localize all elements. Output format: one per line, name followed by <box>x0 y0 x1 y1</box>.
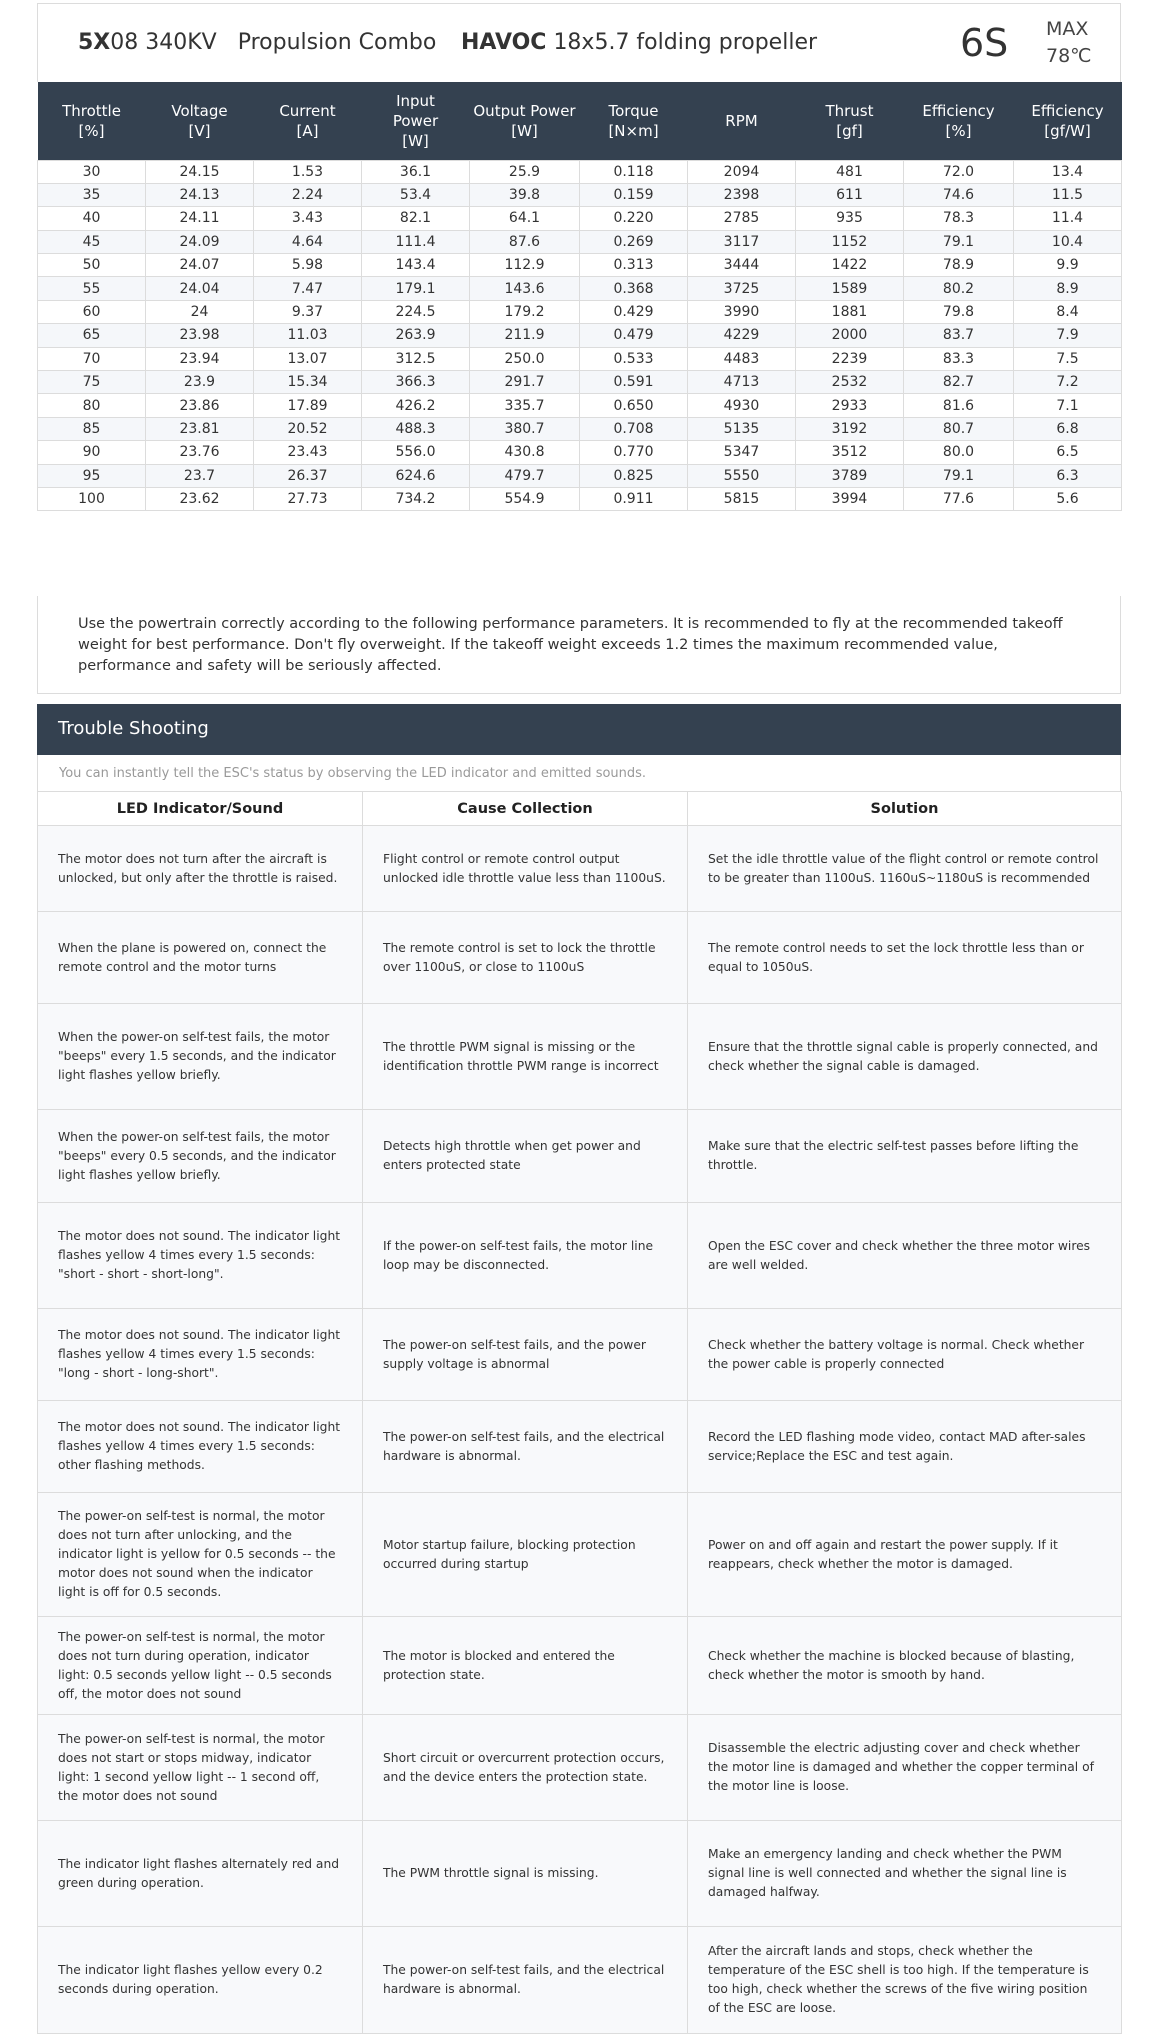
perf-cell: 7.47 <box>254 277 362 300</box>
perf-cell: 624.6 <box>362 464 470 487</box>
perf-cell: 611 <box>796 183 904 206</box>
ts-solution-cell: Check whether the battery voltage is normal. Check whether the power cable is properly connected <box>688 1309 1122 1401</box>
combo-title-bar <box>37 3 1121 82</box>
perf-cell: 80.7 <box>904 417 1014 440</box>
perf-cell: 312.5 <box>362 347 470 370</box>
perf-cell: 23.9 <box>146 371 254 394</box>
perf-cell: 224.5 <box>362 300 470 323</box>
prop-model: 18x5.7 folding propeller <box>553 30 818 55</box>
perf-cell: 39.8 <box>470 183 580 206</box>
perf-cell: 3789 <box>796 464 904 487</box>
perf-cell: 1152 <box>796 230 904 253</box>
perf-cell: 26.37 <box>254 464 362 487</box>
perf-cell: 27.73 <box>254 487 362 510</box>
perf-cell: 8.9 <box>1014 277 1122 300</box>
perf-col-header-line: Efficiency <box>922 101 995 120</box>
perf-cell: 366.3 <box>362 371 470 394</box>
perf-cell: 36.1 <box>362 160 470 183</box>
perf-cell: 263.9 <box>362 324 470 347</box>
perf-cell: 0.118 <box>580 160 688 183</box>
ts-solution-cell: After the aircraft lands and stops, check whether the temperature of the ESC shell is too high. If the temperature is too high, check whether the screws of the five wiring position of the ESC are loose. <box>688 1927 1122 2034</box>
perf-cell: 23.98 <box>146 324 254 347</box>
perf-col-header <box>904 82 1014 160</box>
perf-col-header-line: [%] <box>945 121 972 140</box>
perf-cell: 2239 <box>796 347 904 370</box>
ts-indicator-cell: The motor does not turn after the aircraft is unlocked, but only after the throttle is raised. <box>38 826 363 912</box>
perf-col-header-line: [A] <box>296 121 319 140</box>
ts-solution-cell: Make an emergency landing and check whether the PWM signal line is well connected and whether the signal line is damaged halfway. <box>688 1821 1122 1927</box>
ts-indicator-cell: The power-on self-test is normal, the motor does not turn during operation, indicator light: 0.5 seconds yellow light -- 0.5 seconds off, the motor does not sound <box>38 1617 363 1715</box>
perf-cell: 380.7 <box>470 417 580 440</box>
perf-cell: 0.313 <box>580 254 688 277</box>
ts-cause-cell: The power-on self-test fails, and the electrical hardware is abnormal. <box>363 1401 688 1493</box>
perf-row <box>38 230 1122 253</box>
perf-cell: 2398 <box>688 183 796 206</box>
ts-row <box>38 1309 1122 1401</box>
perf-cell: 2094 <box>688 160 796 183</box>
perf-row <box>38 324 1122 347</box>
battery-cells: 6S <box>960 21 1009 65</box>
perf-cell: 9.37 <box>254 300 362 323</box>
perf-cell: 2000 <box>796 324 904 347</box>
ts-row <box>38 912 1122 1004</box>
motor-model-rest: 08 340KV <box>110 30 217 55</box>
perf-col-header-line: [gf] <box>836 121 863 140</box>
perf-cell: 23.7 <box>146 464 254 487</box>
perf-cell: 3512 <box>796 441 904 464</box>
perf-cell: 24 <box>146 300 254 323</box>
perf-cell: 0.591 <box>580 371 688 394</box>
perf-cell: 87.6 <box>470 230 580 253</box>
perf-cell: 30 <box>38 160 146 183</box>
ts-solution-cell: The remote control needs to set the lock throttle less than or equal to 1050uS. <box>688 912 1122 1004</box>
perf-cell: 4930 <box>688 394 796 417</box>
ts-solution-cell: Check whether the machine is blocked because of blasting, check whether the motor is smooth by hand. <box>688 1617 1122 1715</box>
perf-cell: 112.9 <box>470 254 580 277</box>
ts-indicator-cell: When the plane is powered on, connect the remote control and the motor turns <box>38 912 363 1004</box>
perf-cell: 13.4 <box>1014 160 1122 183</box>
perf-cell: 3192 <box>796 417 904 440</box>
perf-cell: 23.62 <box>146 487 254 510</box>
ts-solution-cell: Power on and off again and restart the power supply. If it reappears, check whether the motor is damaged. <box>688 1493 1122 1617</box>
perf-row <box>38 207 1122 230</box>
perf-row <box>38 347 1122 370</box>
perf-cell: 7.2 <box>1014 371 1122 394</box>
perf-cell: 35 <box>38 183 146 206</box>
ts-indicator-cell: The indicator light flashes alternately red and green during operation. <box>38 1821 363 1927</box>
perf-cell: 6.5 <box>1014 441 1122 464</box>
ts-row <box>38 826 1122 912</box>
perf-cell: 335.7 <box>470 394 580 417</box>
perf-cell: 4483 <box>688 347 796 370</box>
perf-col-header-line: Thrust <box>825 101 874 120</box>
perf-cell: 481 <box>796 160 904 183</box>
perf-cell: 11.03 <box>254 324 362 347</box>
perf-cell: 24.07 <box>146 254 254 277</box>
perf-col-header <box>580 82 688 160</box>
perf-cell: 80.2 <box>904 277 1014 300</box>
perf-row <box>38 464 1122 487</box>
ts-solution-cell: Open the ESC cover and check whether the three motor wires are well welded. <box>688 1203 1122 1309</box>
perf-cell: 0.708 <box>580 417 688 440</box>
ts-cause-cell: The throttle PWM signal is missing or the identification throttle PWM range is incorrect <box>363 1004 688 1110</box>
perf-cell: 3994 <box>796 487 904 510</box>
perf-cell: 70 <box>38 347 146 370</box>
perf-row <box>38 277 1122 300</box>
perf-row <box>38 394 1122 417</box>
perf-cell: 83.7 <box>904 324 1014 347</box>
perf-cell: 95 <box>38 464 146 487</box>
perf-cell: 9.9 <box>1014 254 1122 277</box>
perf-cell: 25.9 <box>470 160 580 183</box>
perf-col-header <box>38 82 146 160</box>
perf-cell: 15.34 <box>254 371 362 394</box>
perf-cell: 64.1 <box>470 207 580 230</box>
perf-cell: 24.13 <box>146 183 254 206</box>
perf-cell: 179.2 <box>470 300 580 323</box>
ts-row <box>38 1617 1122 1715</box>
perf-cell: 426.2 <box>362 394 470 417</box>
perf-row <box>38 371 1122 394</box>
ts-indicator-cell: When the power-on self-test fails, the motor "beeps" every 1.5 seconds, and the indicator light flashes yellow briefly. <box>38 1004 363 1110</box>
ts-row <box>38 1004 1122 1110</box>
perf-cell: 13.07 <box>254 347 362 370</box>
perf-cell: 2785 <box>688 207 796 230</box>
perf-cell: 4229 <box>688 324 796 347</box>
perf-cell: 935 <box>796 207 904 230</box>
ts-cause-cell: The power-on self-test fails, and the power supply voltage is abnormal <box>363 1309 688 1401</box>
perf-cell: 0.479 <box>580 324 688 347</box>
perf-cell: 2.24 <box>254 183 362 206</box>
ts-col-header: Solution <box>688 792 1122 826</box>
perf-cell: 50 <box>38 254 146 277</box>
perf-cell: 1422 <box>796 254 904 277</box>
perf-col-header-line: Current <box>279 101 336 120</box>
perf-cell: 0.911 <box>580 487 688 510</box>
perf-cell: 45 <box>38 230 146 253</box>
perf-cell: 5.98 <box>254 254 362 277</box>
perf-cell: 4.64 <box>254 230 362 253</box>
perf-cell: 211.9 <box>470 324 580 347</box>
ts-indicator-cell: The power-on self-test is normal, the motor does not start or stops midway, indicator light: 1 second yellow light -- 1 second off, the motor does not sound <box>38 1715 363 1821</box>
perf-col-header-line: [V] <box>188 121 211 140</box>
perf-col-header-line: Torque <box>608 101 659 120</box>
perf-cell: 3.43 <box>254 207 362 230</box>
perf-cell: 430.8 <box>470 441 580 464</box>
perf-col-header-line: Throttle <box>62 101 121 120</box>
perf-cell: 6.8 <box>1014 417 1122 440</box>
perf-cell: 291.7 <box>470 371 580 394</box>
perf-cell: 60 <box>38 300 146 323</box>
perf-cell: 0.825 <box>580 464 688 487</box>
perf-col-header <box>362 82 470 160</box>
perf-row <box>38 183 1122 206</box>
perf-cell: 23.43 <box>254 441 362 464</box>
perf-cell: 111.4 <box>362 230 470 253</box>
perf-cell: 0.533 <box>580 347 688 370</box>
perf-col-header <box>470 82 580 160</box>
perf-cell: 24.09 <box>146 230 254 253</box>
perf-cell: 5347 <box>688 441 796 464</box>
perf-col-header <box>796 82 904 160</box>
perf-cell: 5.6 <box>1014 487 1122 510</box>
perf-cell: 77.6 <box>904 487 1014 510</box>
perf-cell: 3990 <box>688 300 796 323</box>
perf-cell: 23.94 <box>146 347 254 370</box>
perf-cell: 90 <box>38 441 146 464</box>
perf-cell: 75 <box>38 371 146 394</box>
ts-cause-cell: Detects high throttle when get power and enters protected state <box>363 1110 688 1203</box>
propeller-title <box>461 30 817 55</box>
perf-col-header-line: [N×m] <box>608 121 659 140</box>
perf-cell: 1589 <box>796 277 904 300</box>
perf-cell: 53.4 <box>362 183 470 206</box>
perf-cell: 5550 <box>688 464 796 487</box>
perf-cell: 23.86 <box>146 394 254 417</box>
perf-col-header <box>146 82 254 160</box>
motor-model-bold: 5X <box>78 30 111 55</box>
perf-cell: 55 <box>38 277 146 300</box>
ts-row <box>38 1401 1122 1493</box>
perf-cell: 250.0 <box>470 347 580 370</box>
perf-col-header-line: RPM <box>725 111 758 130</box>
perf-cell: 143.6 <box>470 277 580 300</box>
perf-cell: 40 <box>38 207 146 230</box>
ts-cause-cell: The remote control is set to lock the throttle over 1100uS, or close to 1100uS <box>363 912 688 1004</box>
perf-cell: 79.8 <box>904 300 1014 323</box>
perf-cell: 23.76 <box>146 441 254 464</box>
perf-cell: 488.3 <box>362 417 470 440</box>
perf-cell: 556.0 <box>362 441 470 464</box>
ts-indicator-cell: The motor does not sound. The indicator light flashes yellow 4 times every 1.5 seconds: other flashing methods. <box>38 1401 363 1493</box>
perf-col-header-line: Power <box>392 111 439 130</box>
combo-label: Propulsion Combo <box>237 30 437 55</box>
performance-table <box>37 82 1122 511</box>
troubleshooting-subtitle: You can instantly tell the ESC's status by observing the LED indicator and emitted sounds. <box>37 755 1121 791</box>
ts-solution-cell: Make sure that the electric self-test passes before lifting the throttle. <box>688 1110 1122 1203</box>
perf-cell: 3444 <box>688 254 796 277</box>
perf-cell: 82.7 <box>904 371 1014 394</box>
troubleshooting-header-row <box>38 792 1122 826</box>
perf-cell: 0.770 <box>580 441 688 464</box>
max-temp-block <box>1046 16 1092 70</box>
perf-col-header-line: [gf/W] <box>1044 121 1091 140</box>
perf-cell: 17.89 <box>254 394 362 417</box>
perf-col-header <box>688 82 796 160</box>
perf-cell: 74.6 <box>904 183 1014 206</box>
ts-solution-cell: Record the LED flashing mode video, contact MAD after-sales service;Replace the ESC and test again. <box>688 1401 1122 1493</box>
ts-cause-cell: The power-on self-test fails, and the electrical hardware is abnormal. <box>363 1927 688 2034</box>
perf-cell: 82.1 <box>362 207 470 230</box>
perf-cell: 0.269 <box>580 230 688 253</box>
perf-cell: 0.429 <box>580 300 688 323</box>
perf-cell: 80.0 <box>904 441 1014 464</box>
ts-col-header: LED Indicator/Sound <box>38 792 363 826</box>
perf-cell: 24.11 <box>146 207 254 230</box>
perf-cell: 2933 <box>796 394 904 417</box>
max-temp: 78℃ <box>1046 45 1092 67</box>
perf-cell: 143.4 <box>362 254 470 277</box>
perf-cell: 79.1 <box>904 464 1014 487</box>
perf-row <box>38 417 1122 440</box>
ts-row <box>38 1927 1122 2034</box>
perf-cell: 4713 <box>688 371 796 394</box>
perf-cell: 83.3 <box>904 347 1014 370</box>
perf-cell: 3117 <box>688 230 796 253</box>
perf-cell: 23.81 <box>146 417 254 440</box>
ts-solution-cell: Disassemble the electric adjusting cover and check whether the motor line is damaged and whether the copper terminal of the motor line is loose. <box>688 1715 1122 1821</box>
perf-row <box>38 441 1122 464</box>
perf-col-header-line: [W] <box>402 131 429 150</box>
perf-cell: 65 <box>38 324 146 347</box>
troubleshooting-table <box>37 791 1122 2034</box>
perf-row <box>38 487 1122 510</box>
perf-col-header-line: Voltage <box>171 101 228 120</box>
perf-cell: 11.4 <box>1014 207 1122 230</box>
ts-cause-cell: Short circuit or overcurrent protection occurs, and the device enters the protection state. <box>363 1715 688 1821</box>
troubleshooting-title: Trouble Shooting <box>37 704 1121 755</box>
perf-cell: 3725 <box>688 277 796 300</box>
perf-cell: 81.6 <box>904 394 1014 417</box>
perf-cell: 179.1 <box>362 277 470 300</box>
perf-cell: 0.159 <box>580 183 688 206</box>
perf-row <box>38 160 1122 183</box>
ts-cause-cell: The motor is blocked and entered the protection state. <box>363 1617 688 1715</box>
perf-cell: 1881 <box>796 300 904 323</box>
perf-cell: 85 <box>38 417 146 440</box>
perf-cell: 100 <box>38 487 146 510</box>
perf-cell: 2532 <box>796 371 904 394</box>
perf-cell: 24.15 <box>146 160 254 183</box>
ts-col-header: Cause Collection <box>363 792 688 826</box>
perf-col-header-line: [W] <box>511 121 538 140</box>
ts-cause-cell: The PWM throttle signal is missing. <box>363 1821 688 1927</box>
ts-row <box>38 1493 1122 1617</box>
ts-solution-cell: Ensure that the throttle signal cable is properly connected, and check whether the signal cable is damaged. <box>688 1004 1122 1110</box>
max-label: MAX <box>1046 18 1089 40</box>
perf-col-header-line: Input <box>396 91 435 110</box>
motor-title <box>78 30 436 55</box>
perf-cell: 1.53 <box>254 160 362 183</box>
performance-header-row <box>38 82 1122 160</box>
prop-brand: HAVOC <box>461 30 547 55</box>
perf-row <box>38 300 1122 323</box>
perf-cell: 79.1 <box>904 230 1014 253</box>
perf-cell: 80 <box>38 394 146 417</box>
perf-cell: 72.0 <box>904 160 1014 183</box>
ts-indicator-cell: The motor does not sound. The indicator light flashes yellow 4 times every 1.5 seconds: "short - short - short-long". <box>38 1203 363 1309</box>
perf-cell: 78.3 <box>904 207 1014 230</box>
ts-cause-cell: Motor startup failure, blocking protection occurred during startup <box>363 1493 688 1617</box>
perf-cell: 0.368 <box>580 277 688 300</box>
perf-cell: 734.2 <box>362 487 470 510</box>
perf-cell: 0.650 <box>580 394 688 417</box>
ts-solution-cell: Set the idle throttle value of the flight control or remote control to be greater than 1100uS. 1160uS~1180uS is recommended <box>688 826 1122 912</box>
ts-row <box>38 1110 1122 1203</box>
ts-cause-cell: Flight control or remote control output unlocked idle throttle value less than 1100uS. <box>363 826 688 912</box>
ts-indicator-cell: When the power-on self-test fails, the motor "beeps" every 0.5 seconds, and the indicator light flashes yellow briefly. <box>38 1110 363 1203</box>
perf-cell: 5815 <box>688 487 796 510</box>
perf-cell: 479.7 <box>470 464 580 487</box>
perf-col-header <box>254 82 362 160</box>
perf-cell: 8.4 <box>1014 300 1122 323</box>
ts-row <box>38 1203 1122 1309</box>
perf-col-header-line: Efficiency <box>1031 101 1104 120</box>
perf-cell: 11.5 <box>1014 183 1122 206</box>
performance-note: Use the powertrain correctly according to the following performance parameters. It is recommended to fly at the recommended takeoff weight for best performance. Don't fly overweight. If the takeoff weight exceeds 1.2 times the maximum recommended value, performance and safety will be seriously affected. <box>37 596 1121 694</box>
perf-cell: 5135 <box>688 417 796 440</box>
perf-cell: 24.04 <box>146 277 254 300</box>
perf-row <box>38 254 1122 277</box>
perf-cell: 7.9 <box>1014 324 1122 347</box>
perf-cell: 10.4 <box>1014 230 1122 253</box>
perf-cell: 0.220 <box>580 207 688 230</box>
perf-cell: 78.9 <box>904 254 1014 277</box>
ts-indicator-cell: The power-on self-test is normal, the motor does not turn after unlocking, and the indicator light is yellow for 0.5 seconds -- the motor does not sound when the indicator light is off for 0.5 seconds. <box>38 1493 363 1617</box>
perf-cell: 554.9 <box>470 487 580 510</box>
perf-col-header <box>1014 82 1122 160</box>
perf-cell: 20.52 <box>254 417 362 440</box>
ts-cause-cell: If the power-on self-test fails, the motor line loop may be disconnected. <box>363 1203 688 1309</box>
perf-col-header-line: [%] <box>78 121 105 140</box>
perf-cell: 6.3 <box>1014 464 1122 487</box>
perf-col-header-line: Output Power <box>473 101 576 120</box>
perf-cell: 7.5 <box>1014 347 1122 370</box>
ts-indicator-cell: The indicator light flashes yellow every 0.2 seconds during operation. <box>38 1927 363 2034</box>
ts-row <box>38 1715 1122 1821</box>
ts-row <box>38 1821 1122 1927</box>
perf-cell: 7.1 <box>1014 394 1122 417</box>
ts-indicator-cell: The motor does not sound. The indicator light flashes yellow 4 times every 1.5 seconds: "long - short - long-short". <box>38 1309 363 1401</box>
